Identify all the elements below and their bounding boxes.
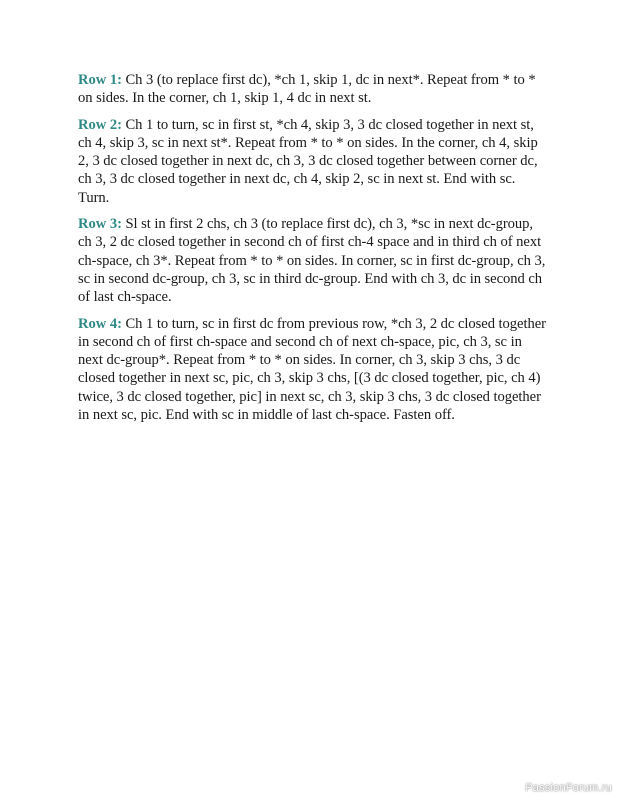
row-2-label: Row 2: [78, 116, 122, 133]
row-3-text: Sl st in first 2 chs, ch 3 (to replace first dc), ch 3, *sc in next dc-group, ch 3, 2 dc closed together in second ch of first ch-4 space and in third ch of next ch-space, ch 3*. Repeat from * to * on sides. In corner, sc in first dc-group, ch 3, sc in second dc-group, ch 3, sc in third dc-group. End with ch 3, dc in second ch of last ch-space. [78, 216, 546, 306]
row-3-paragraph [78, 215, 548, 306]
row-1-text: Ch 3 (to replace first dc), *ch 1, skip 1, dc in next*. Repeat from * to * on sides. In the corner, ch 1, skip 1, 4 dc in next st. [78, 72, 536, 107]
row-4-label: Row 4: [78, 315, 122, 332]
row-1-paragraph [78, 71, 548, 108]
pattern-instructions [78, 71, 548, 432]
row-2-text: Ch 1 to turn, sc in first st, *ch 4, skip 3, 3 dc closed together in next st, ch 4, skip 3, sc in next st*. Repeat from * to * on sides. In the corner, ch 4, skip 2, 3 dc closed together in next dc, ch 3, 3 dc closed together between corner dc, ch 3, 3 dc closed together in next dc, ch 4, skip 2, sc in next st. End with sc. Turn. [78, 116, 538, 206]
row-4-paragraph [78, 315, 548, 425]
row-3-label: Row 3: [78, 216, 122, 233]
row-2-paragraph [78, 116, 548, 207]
row-1-label: Row 1: [78, 72, 122, 88]
row-4-text: Ch 1 to turn, sc in first dc from previous row, *ch 3, 2 dc closed together in second ch of first ch-space and second ch of next ch-space, pic, ch 3, sc in next dc-group*. Repeat from * to * on sides. In corner, ch 3, skip 3 chs, 3 dc closed together in next sc, pic, ch 3, skip 3 chs, [(3 dc closed together, pic, ch 4) twice, 3 dc closed together, pic] in next sc, ch 3, skip 3 chs, 3 dc closed together in next sc, pic. End with sc in middle of last ch-space. Fasten off. [78, 315, 546, 424]
site-watermark: PassionForum.ru [525, 782, 612, 794]
